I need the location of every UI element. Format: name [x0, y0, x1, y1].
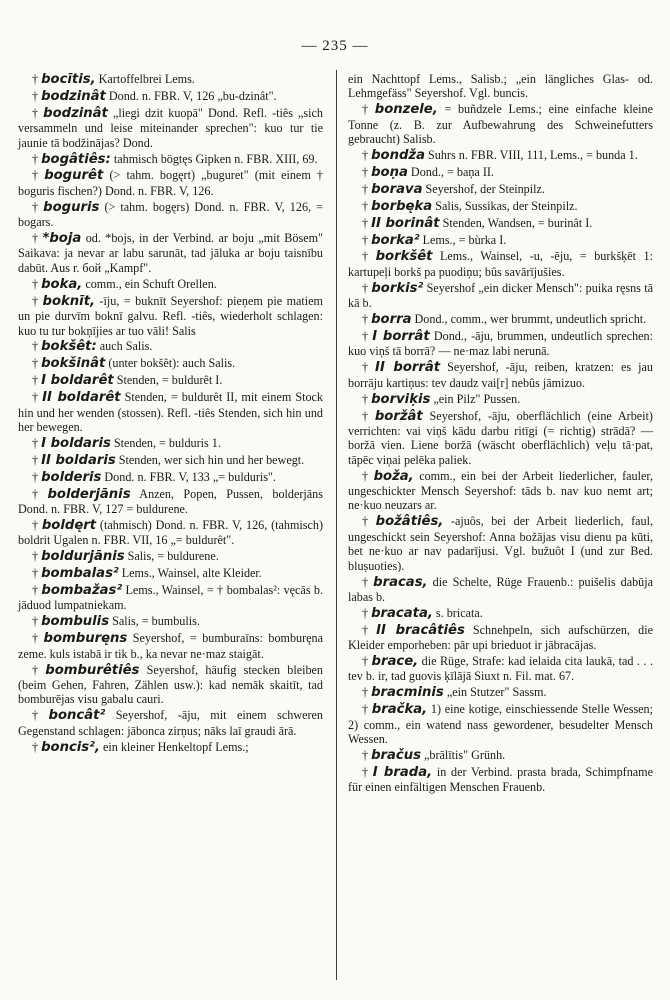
entry-definition: 1) eine kotige, einschiessende Stelle Wessen; 2) comm., ein watend nass gewordener, besudelter Mensch Wessen. [348, 702, 653, 747]
dictionary-entry [18, 294, 323, 338]
dictionary-entry [348, 514, 653, 573]
dagger-mark: † [362, 148, 369, 163]
dagger-mark: † [362, 360, 373, 375]
entry-headword: boldurjānis [41, 549, 125, 565]
dictionary-entry [18, 72, 323, 87]
dictionary-entry [348, 233, 653, 248]
dagger-mark: † [362, 391, 369, 406]
entry-definition: (> tahm. bogęrt) „buguret" (mit einem † boguris fischen?) Dond. n. FBR. V, 126. [18, 168, 323, 198]
entry-headword: bolderjānis [47, 486, 131, 502]
entry-headword: bracata, [371, 605, 433, 621]
entry-definition: comm., ein Schuft Orellen. [85, 276, 217, 291]
entry-headword: II boldaris [41, 452, 116, 468]
entry-definition: Stenden, = bulduris 1. [113, 435, 221, 450]
dictionary-entry [18, 566, 323, 581]
dictionary-entry [18, 106, 323, 150]
dictionary-entry [18, 470, 323, 485]
entry-headword: božâtiês, [375, 514, 444, 530]
entry-definition: Stenden, Wandsen, = burinât I. [442, 215, 593, 230]
entry-definition: ein kleiner Henkeltopf Lems.; [103, 739, 249, 754]
entry-definition: Seyershof, -āju, mit einem schweren Gegenstand schlagen: jābonca zirņus; nāks laī graudi ārā. [18, 708, 323, 738]
entry-definition: Stenden, wer sich hin und her bewegt. [118, 452, 305, 467]
entry-definition: tahmisch bögtęs Gipken n. FBR. XIII, 69. [113, 151, 318, 166]
dictionary-entry [18, 614, 323, 629]
dagger-mark: † [32, 293, 40, 308]
dagger-mark: † [32, 739, 39, 754]
dagger-mark: † [32, 614, 39, 629]
dictionary-entry [348, 281, 653, 311]
entry-definition: Schnehpeln, sich aufschürzen, die Kleider emporheben: pār upi brieduot ir jābracājas. [348, 622, 653, 653]
entry-definition: od. *bojs, in der Verbind. ar boju „mit Bösem" Saikava: ja nevar ar labu sarunāt, tad jāluka ar boju taisnību dabūt. Aus r. бой „Kampf". [18, 231, 323, 275]
dagger-mark: † [362, 514, 373, 529]
dictionary-entry [18, 453, 323, 468]
entry-headword: borka² [371, 232, 420, 248]
entry-definition: Lems., Wainsel, -u, -ēju, = burkšķēt 1: kartupeļi borkš pa puodiņu; bûs savārījušies. [348, 249, 653, 279]
entry-headword: bracminis [371, 685, 444, 701]
dagger-mark: † [32, 199, 41, 214]
dagger-mark: † [362, 654, 369, 669]
dictionary-entry [348, 575, 653, 605]
page-number: — 235 — [301, 38, 369, 54]
dictionary-entry [18, 436, 323, 451]
entry-headword: borkšêt [375, 249, 433, 265]
entry-definition: = buñdzele Lems.; eine einfache kleine Tonne (z. B. zur Aufbewahrung des Schweinefutters gebraucht) Salisb. [348, 102, 653, 147]
entry-headword: II borrât [375, 360, 441, 376]
entry-headword: boncât² [48, 708, 106, 724]
entry-definition: ein Nachttopf Lems., Salisb.; „ein längliches Glas- od. Lehmgefäss" Seyershof. Vgl. buncis. [348, 72, 653, 101]
entry-definition: Anzen, Popen, Pussen, bolderjāns Dond. n. FBR. V, 127 = buldurene. [18, 486, 323, 516]
dagger-mark: † [362, 702, 369, 717]
entry-headword: borava [371, 181, 423, 197]
entry-definition: Stenden, = buldurêt II, mit einem Stock hin und her wenden (stossen). Refl. -tiês Stenden, sich hin und her bewegen. [18, 390, 323, 434]
dagger-mark: † [362, 232, 369, 247]
entry-definition: Lems., Wainsel, = † bombalas²: vęcās b. jāduod lumpatniekam. [18, 583, 323, 613]
dagger-mark: † [32, 517, 39, 532]
entry-headword: bombažas² [41, 583, 123, 598]
dagger-mark: † [32, 72, 39, 86]
dictionary-entry [18, 356, 323, 371]
dagger-mark: † [362, 747, 369, 762]
entry-definition: (> tahm. bogęrs) Dond. n. FBR. V, 126, = bogars. [18, 199, 323, 230]
entry-definition: Stenden, = buldurêt I. [116, 373, 223, 388]
dictionary-entry [18, 518, 323, 548]
entry-headword: I brada, [372, 764, 433, 780]
entry-headword: bocītis, [41, 72, 96, 87]
entry-headword: bondža [371, 148, 425, 164]
entry-definition: die Rüge, Strafe: kad ielaida cita laukā, tad . . . tev b. ir, tad guovis ķīlājā Siuxt n. Fil. mat. 67. [348, 654, 653, 684]
dictionary-entry [18, 663, 323, 707]
dictionary-entry [348, 148, 653, 163]
entry-headword: bombulis [41, 614, 110, 630]
entry-definition: Dond., -āju, brummen, undeutlich sprechen: kuo viņš tā borrā? — ne·maz labi nerunā. [348, 329, 653, 359]
entry-headword: boržât [374, 408, 423, 424]
entry-headword: II borinât [371, 215, 440, 231]
dagger-mark: † [32, 708, 46, 723]
dictionary-entry [18, 168, 323, 198]
entry-headword: borra [371, 312, 412, 328]
dagger-mark: † [362, 764, 370, 779]
dictionary-entry [18, 89, 323, 104]
entry-headword: bogurêt [44, 168, 104, 184]
entry-headword: boknīt, [42, 293, 96, 309]
entry-headword: boncis², [41, 739, 100, 755]
dictionary-entry [348, 654, 653, 684]
dagger-mark: † [362, 215, 369, 230]
entry-headword: II boldarêt [42, 390, 121, 406]
entry-definition: Salis, Sussikas, der Steinpilz. [435, 198, 578, 213]
entry-definition: „liegi dzit kuopā" Dond. Refl. -tiês „sich versammeln und leise miteinander sprechen": kuo tur tie jaunie tā bodžinājas? Dond. [18, 105, 323, 150]
entry-headword: I borrât [372, 329, 430, 344]
entry-definition: Suhrs n. FBR. VIII, 111, Lems., = bunda 1. [428, 148, 638, 163]
dagger-mark: † [32, 549, 39, 564]
dictionary-entry [18, 631, 323, 661]
dagger-mark: † [32, 486, 45, 501]
dictionary-entry [348, 102, 653, 146]
dictionary-entry [348, 469, 653, 513]
entry-definition: Seyershof, = bumburaīns: bomburęna zeme. kuls istabā ir tik b., ka nevar ne·maz staigāt. [18, 631, 323, 661]
entry-headword: I boldaris [41, 435, 111, 451]
dictionary-entry [348, 606, 653, 621]
dagger-mark: † [32, 583, 39, 597]
dictionary-entry [18, 277, 323, 292]
dagger-mark: † [362, 574, 371, 589]
entry-definition: Dond., comm., wer brummt, undeutlich spricht. [414, 312, 647, 327]
entry-definition: Salis, = bumbulis. [112, 614, 200, 629]
dictionary-entry [348, 249, 653, 279]
dictionary-entry [18, 152, 323, 167]
entry-definition: Dond. n. FBR. V, 133 „= bulduris". [104, 469, 276, 484]
entry-definition: Seyershof, -āju, oberflächlich (eine Arbeit) verrichten: vai viņš kādu darbu ritīgi (= richtig) strādā? — boržā vien. Liene boržā (wäscht oberflächlich) veļu tā·pat, tāpēc viņai pelēka paliek. [348, 408, 653, 467]
dagger-mark: † [32, 390, 40, 405]
dictionary-entry [348, 748, 653, 763]
entry-headword: borviķis [371, 391, 431, 407]
dictionary-entry [348, 199, 653, 214]
entry-definition: (unter bokšêt): auch Salis. [108, 356, 236, 371]
entry-headword: bomburêtiês [45, 662, 140, 678]
entry-headword: bokšinât [41, 356, 106, 372]
entry-headword: bogâtiês: [41, 151, 111, 167]
entry-headword: boka, [41, 276, 83, 292]
dagger-mark: † [362, 329, 370, 343]
entry-headword: boldęrt [41, 517, 97, 533]
entry-headword: bodzinât [41, 88, 106, 104]
dagger-mark: † [362, 249, 373, 264]
dagger-mark: † [362, 164, 369, 179]
dagger-mark: † [32, 631, 41, 646]
entry-headword: bracas, [373, 574, 428, 590]
dagger-mark: † [32, 276, 39, 291]
dagger-mark: † [32, 151, 39, 166]
dagger-mark: † [362, 622, 374, 637]
entry-headword: bombalas² [41, 566, 119, 582]
entry-headword: bračus [371, 747, 421, 763]
entry-definition: „brālītis" Grünh. [424, 747, 506, 762]
dagger-mark: † [362, 468, 371, 483]
dagger-mark: † [32, 452, 39, 467]
dictionary-entry [18, 231, 323, 275]
entry-headword: brace, [371, 654, 419, 670]
dictionary-entry [348, 182, 653, 197]
dagger-mark: † [32, 435, 39, 450]
dagger-mark: † [32, 88, 39, 103]
entry-definition: Seyershof „ein dicker Mensch": puika ręsns tā kā b. [348, 280, 653, 311]
entry-definition: -ajuôs, bei der Arbeit liederlich, faul, ungeschickt sein Seyershof: Anna božājas visu dienu pa kūti, bet ne·kuo ar nav padarījusi. Vgl. bužuôt I (und zur Bed. bluṣuoties). [348, 514, 653, 573]
entry-definition: Seyershof, der Steinpilz. [425, 181, 545, 196]
dagger-mark: † [32, 231, 40, 246]
dagger-mark: † [362, 408, 372, 423]
dagger-mark: † [362, 198, 369, 213]
entry-definition: „ein Stutzer" Sassm. [446, 685, 547, 700]
dictionary-entry [18, 339, 323, 354]
dagger-mark: † [32, 662, 43, 677]
entry-headword: bomburęns [43, 631, 128, 647]
dictionary-entry [348, 360, 653, 390]
entry-headword: bolderis [41, 469, 102, 485]
dagger-mark: † [362, 605, 369, 620]
dagger-mark: † [32, 168, 42, 183]
entry-headword: boņa [371, 164, 408, 180]
entry-definition: Dond., = baņa II. [410, 164, 494, 179]
entry-headword: bonzele, [374, 102, 438, 118]
entry-headword: boguris [43, 199, 100, 215]
dagger-mark: † [32, 469, 39, 484]
dictionary-entry [348, 685, 653, 700]
entry-definition: „ein Pilz" Pussen. [433, 391, 521, 406]
dictionary-entry [348, 409, 653, 468]
dictionary-entry [18, 200, 323, 230]
dictionary-entry [18, 583, 323, 613]
dictionary-entry [18, 390, 323, 434]
dagger-mark: † [32, 373, 39, 388]
dagger-mark: † [32, 356, 39, 371]
dictionary-entry [18, 373, 323, 388]
entry-headword: I boldarêt [41, 373, 114, 389]
entry-headword: bodzinât [43, 105, 108, 121]
entry-headword: borbęka [371, 198, 433, 214]
dictionary-entry [348, 329, 653, 359]
entry-definition: Salis, = buldurene. [127, 549, 219, 564]
dictionary-entry [18, 549, 323, 564]
entry-headword: boža, [373, 468, 414, 484]
dagger-mark: † [32, 105, 41, 120]
dagger-mark: † [362, 312, 369, 327]
entry-headword: bokšêt: [41, 339, 97, 355]
dagger-mark: † [362, 685, 369, 700]
dagger-mark: † [362, 181, 369, 196]
entry-definition: comm., ein bei der Arbeit liederlicher, fauler, ungeschickter Mensch Seyershof: tāds b. nav kuo nemt art; ne·kuo neuzars ar. [348, 468, 653, 513]
entry-definition: Seyershof, -āju, reiben, kratzen: es jau borrāju kartiņus: tev daudz vai[r] nebûs jāmizuo. [348, 360, 653, 390]
entry-headword: *boja [42, 231, 82, 247]
entry-definition: auch Salis. [99, 339, 153, 354]
left-column [18, 72, 323, 756]
dictionary-entry [348, 623, 653, 653]
dictionary-entry [348, 312, 653, 327]
dagger-mark: † [32, 566, 39, 581]
entry-definition: in der Verbind. prasta brada, Schimpfname für einen einfältigen Menschen Frauenb. [348, 764, 653, 795]
dictionary-entry [348, 392, 653, 407]
column-divider [336, 70, 337, 980]
dictionary-entry [348, 72, 653, 101]
dictionary-entry [18, 708, 323, 738]
dictionary-entry [18, 740, 323, 755]
entry-definition: Lems., Wainsel, alte Kleider. [121, 566, 262, 581]
dictionary-entry [18, 487, 323, 517]
entry-definition: (tahmisch) Dond. n. FBR. V, 126, (tahmisch) boldrit Ugalen n. FBR. VII, 16 „= buldurêt". [18, 517, 323, 548]
entry-definition: Seyershof, häufig stecken bleiben (beim Gehen, Fahren, Zählen usw.): kad nemāk skaitīt, tad bomburējas visu gabalu cauri. [18, 662, 323, 707]
entry-definition: die Schelte, Rüge Frauenb.: puišelis dabūja labas b. [348, 574, 653, 604]
entry-definition: s. bricata. [435, 605, 483, 620]
dagger-mark: † [362, 280, 369, 295]
right-column [348, 72, 653, 796]
dictionary-entry [348, 165, 653, 180]
dagger-mark: † [32, 339, 39, 354]
entry-headword: borkis² [371, 280, 424, 296]
entry-definition: -īju, = buknīt Seyershof: pieņem pie matiem un pie durvīm boknī galvu. Refl. -tiês, wiederholt schlagen: kuo tu tur bokņījies ar tuo vāli! Salis [18, 293, 323, 338]
entry-definition: Lems., = bùrka I. [422, 232, 507, 247]
entry-headword: bračka, [371, 702, 428, 718]
dictionary-entry [348, 216, 653, 231]
dictionary-entry [348, 702, 653, 746]
dictionary-entry [348, 765, 653, 795]
dagger-mark: † [362, 102, 372, 117]
entry-definition: Kartoffelbrei Lems. [98, 72, 195, 86]
entry-headword: II bracâtiês [376, 622, 465, 638]
entry-definition: Dond. n. FBR. V, 126 „bu-dzinât". [108, 88, 277, 103]
